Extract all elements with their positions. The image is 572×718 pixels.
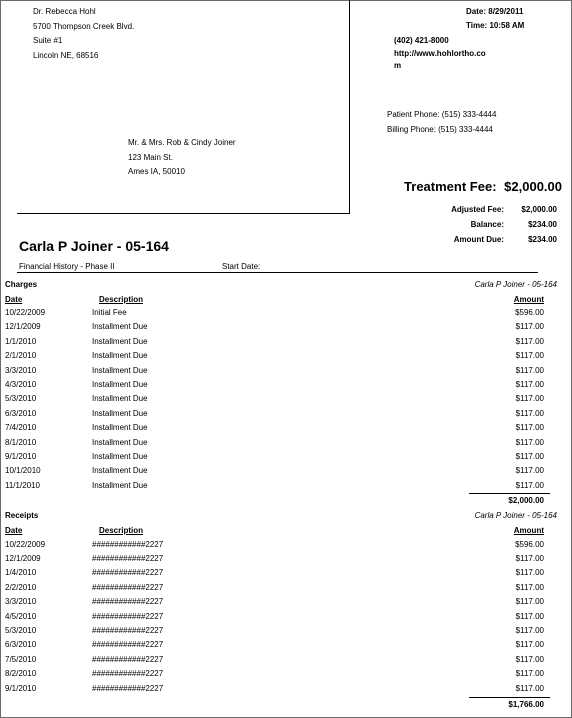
receipts-patient-ref: Carla P Joiner - 05-164 (474, 511, 557, 520)
charge-description: Installment Due (92, 336, 148, 346)
receipt-amount: $117.00 (515, 625, 544, 635)
charge-date: 11/1/2010 (5, 480, 40, 490)
charge-row (0, 464, 572, 478)
charge-amount: $596.00 (515, 308, 544, 317)
receipt-date: 4/5/2010 (5, 611, 37, 621)
receipt-description: ############2227 (92, 582, 164, 592)
receipt-amount: $117.00 (515, 553, 544, 563)
recipient-city-state-zip: Ames IA, 50010 (128, 167, 185, 176)
sender-address-1: 5700 Thompson Creek Blvd. (33, 21, 135, 31)
charge-amount: $117.00 (515, 466, 544, 476)
patient-contact-block (387, 107, 496, 137)
receipt-description: ############2227 (92, 611, 164, 621)
fee-values (506, 202, 557, 247)
charge-row (0, 306, 572, 320)
receipt-date: 3/3/2010 (5, 597, 37, 607)
receipt-date: 10/22/2009 (5, 539, 46, 549)
treatment-fee-label: Treatment Fee: (404, 179, 497, 194)
patient-phone: Patient Phone: (515) 333-4444 (387, 110, 497, 119)
receipts-col-amount: Amount (513, 526, 544, 535)
charge-row (0, 378, 572, 392)
charge-date: 10/22/2009 (5, 308, 46, 317)
office-website[interactable] (394, 48, 486, 72)
charge-description: Installment Due (92, 365, 148, 375)
receipt-amount: $117.00 (515, 640, 544, 650)
charge-amount: $117.00 (515, 394, 544, 404)
charge-description: Installment Due (92, 394, 148, 404)
charge-description: Installment Due (92, 322, 148, 332)
treatment-fee (404, 179, 562, 194)
charge-description: Installment Due (92, 423, 148, 433)
charge-row (0, 320, 572, 334)
receipt-row (0, 581, 572, 595)
receipt-amount: $596.00 (515, 539, 544, 549)
receipts-col-description: Description (99, 526, 144, 535)
receipt-date: 7/5/2010 (5, 654, 37, 664)
receipt-description: ############2227 (92, 539, 164, 549)
receipt-row (0, 653, 572, 667)
charge-amount: $117.00 (515, 437, 544, 447)
receipts-total-rule (469, 697, 550, 698)
recipient-address-1: 123 Main St. (128, 152, 173, 162)
charge-row (0, 335, 572, 349)
charge-row (0, 349, 572, 363)
receipt-description: ############2227 (92, 553, 164, 563)
amount-due-value: $234.00 (528, 235, 557, 244)
receipt-date: 8/2/2010 (5, 669, 37, 679)
charge-amount: $117.00 (515, 452, 544, 461)
charge-amount: $117.00 (515, 480, 544, 490)
office-website-line-2: m (394, 61, 402, 70)
charge-description: Installment Due (92, 380, 148, 389)
receipt-date: 5/3/2010 (5, 625, 37, 635)
charge-row (0, 364, 572, 378)
receipt-amount: $117.00 (515, 582, 544, 592)
fee-labels (430, 202, 504, 247)
charge-date: 8/1/2010 (5, 437, 37, 447)
receipt-amount: $117.00 (515, 611, 544, 621)
billing-phone: Billing Phone: (515) 333-4444 (387, 125, 493, 134)
charge-date: 3/3/2010 (5, 365, 37, 375)
receipt-description: ############2227 (92, 683, 164, 693)
financial-history-label: Financial History - Phase II (19, 262, 115, 271)
date-value: 8/29/2011 (488, 7, 524, 16)
receipt-row (0, 610, 572, 624)
charges-col-amount: Amount (513, 295, 544, 304)
receipt-date: 12/1/2009 (5, 553, 41, 563)
charge-description: Installment Due (92, 480, 148, 490)
header-rule (17, 272, 538, 273)
charge-row (0, 479, 572, 493)
receipt-row (0, 595, 572, 609)
charge-amount: $117.00 (515, 408, 544, 418)
balance-value: $234.00 (528, 220, 557, 229)
receipt-amount: $117.00 (515, 683, 544, 693)
balance-label: Balance: (470, 220, 504, 229)
receipt-description: ############2227 (92, 597, 164, 607)
time-label: Time: (466, 21, 488, 30)
charge-description: Installment Due (92, 452, 148, 461)
receipt-description: ############2227 (92, 654, 164, 664)
receipt-date: 6/3/2010 (5, 640, 37, 650)
receipt-amount: $117.00 (515, 597, 544, 607)
report-time (466, 19, 524, 33)
sender-city-state-zip: Lincoln NE, 68516 (33, 50, 99, 60)
charge-date: 9/1/2010 (5, 452, 37, 461)
charge-amount: $117.00 (515, 351, 544, 361)
charge-row (0, 392, 572, 406)
receipt-row (0, 552, 572, 566)
charge-amount: $117.00 (515, 365, 544, 375)
report-date (466, 5, 523, 19)
charge-description: Installment Due (92, 408, 148, 418)
charges-patient-ref: Carla P Joiner - 05-164 (474, 280, 557, 289)
sender-address-2: Suite #1 (33, 36, 63, 45)
receipts-col-date: Date (5, 526, 23, 535)
charge-date: 10/1/2010 (5, 466, 41, 476)
receipt-row (0, 682, 572, 696)
charge-row (0, 450, 572, 464)
charges-total-rule (469, 493, 550, 494)
sender-name: Dr. Rebecca Hohl (33, 7, 96, 16)
receipt-date: 2/2/2010 (5, 582, 37, 592)
sender-address-block (33, 5, 134, 63)
receipt-row (0, 566, 572, 580)
charge-date: 6/3/2010 (5, 408, 37, 418)
treatment-fee-value: $2,000.00 (504, 179, 562, 194)
charge-row (0, 407, 572, 421)
adjusted-fee-label: Adjusted Fee: (451, 205, 504, 214)
receipt-date: 9/1/2010 (5, 683, 37, 693)
receipt-row (0, 667, 572, 681)
recipient-name: Mr. & Mrs. Rob & Cindy Joiner (128, 138, 236, 147)
receipt-description: ############2227 (92, 669, 164, 679)
start-date-label: Start Date: (222, 262, 261, 271)
charge-date: 4/3/2010 (5, 380, 37, 389)
receipts-section-label: Receipts (5, 511, 39, 520)
receipt-description: ############2227 (92, 640, 164, 650)
time-value: 10:58 AM (489, 21, 525, 30)
date-label: Date: (466, 7, 487, 16)
office-website-line-1: http://www.hohlortho.co (394, 49, 486, 58)
office-phone: (402) 421-8000 (394, 36, 449, 45)
recipient-address-block (128, 136, 236, 180)
charge-row (0, 421, 572, 435)
charges-col-date: Date (5, 295, 23, 304)
charges-col-description: Description (99, 295, 144, 304)
charge-date: 7/4/2010 (5, 423, 37, 433)
charge-description: Installment Due (92, 437, 148, 447)
charge-date: 2/1/2010 (5, 351, 37, 361)
adjusted-fee-value: $2,000.00 (521, 205, 557, 214)
receipt-row (0, 638, 572, 652)
charge-description: Installment Due (92, 351, 148, 361)
charge-date: 12/1/2009 (5, 322, 41, 332)
charge-amount: $117.00 (515, 423, 544, 433)
receipt-amount: $117.00 (515, 568, 544, 578)
charge-amount: $117.00 (515, 380, 544, 389)
patient-title: Carla P Joiner - 05-164 (19, 238, 169, 254)
charges-total: $2,000.00 (508, 496, 544, 505)
charge-row (0, 436, 572, 450)
receipt-amount: $117.00 (515, 669, 544, 679)
amount-due-label: Amount Due: (453, 235, 504, 244)
receipt-date: 1/4/2010 (5, 568, 37, 578)
charge-description: Installment Due (92, 466, 148, 476)
charge-description: Initial Fee (92, 308, 127, 317)
receipt-description: ############2227 (92, 625, 164, 635)
charge-date: 5/3/2010 (5, 394, 37, 404)
receipts-total: $1,766.00 (508, 700, 544, 709)
receipt-description: ############2227 (92, 568, 164, 578)
charge-amount: $117.00 (515, 336, 544, 346)
receipt-row (0, 538, 572, 552)
charges-section-label: Charges (5, 280, 38, 289)
receipt-amount: $117.00 (515, 654, 544, 664)
charge-date: 1/1/2010 (5, 336, 37, 346)
charge-amount: $117.00 (515, 322, 544, 332)
receipt-row (0, 624, 572, 638)
